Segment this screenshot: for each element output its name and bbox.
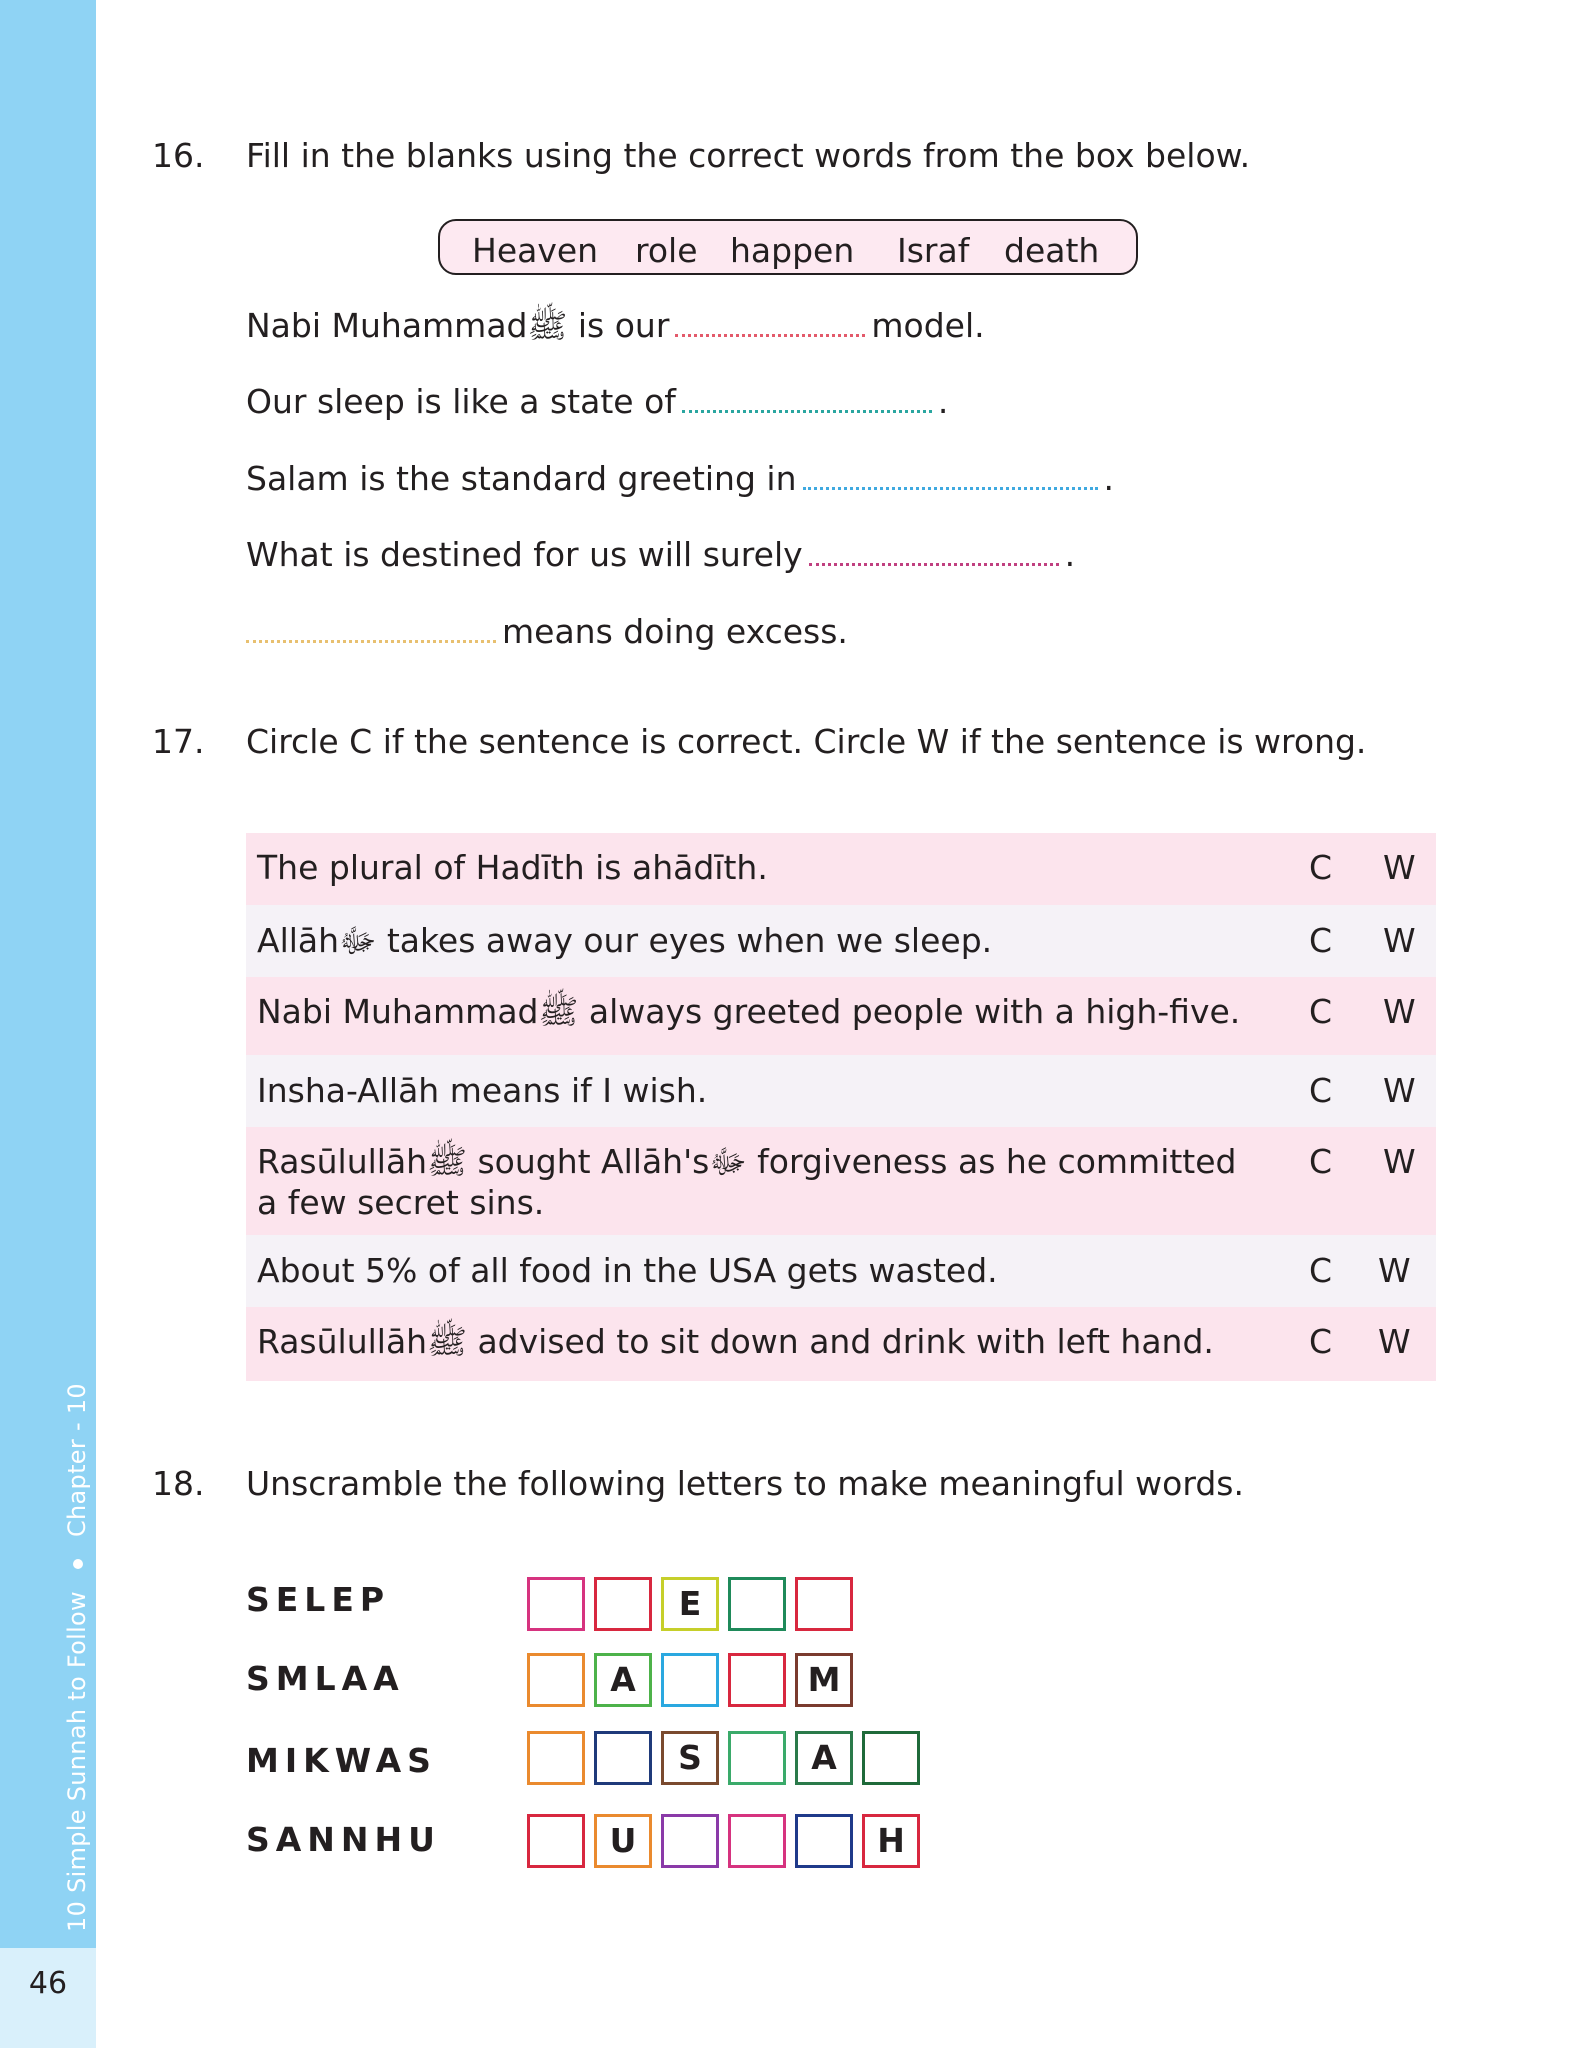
letter-box[interactable] (728, 1577, 786, 1631)
letter-box[interactable]: A (594, 1653, 652, 1707)
q18-instruction: Unscramble the following letters to make meaningful words. (246, 1464, 1244, 1503)
choice-c[interactable]: C (1309, 848, 1333, 887)
blank-line[interactable] (803, 483, 1098, 490)
sentence-before: Salam is the standard greeting in (246, 459, 797, 498)
letter-box[interactable] (527, 1731, 585, 1785)
choice-w[interactable]: W (1383, 848, 1416, 887)
book-title: 10 Simple Sunnah to Follow (63, 1591, 91, 1932)
sidebar-label (63, 1383, 91, 1932)
letter-box[interactable] (661, 1653, 719, 1707)
page-number: 46 (28, 1966, 68, 2001)
table-row (246, 1235, 1436, 1307)
row-statement: Rasūlullāhﷺ advised to sit down and drink with left hand. (257, 1322, 1214, 1361)
letter-box[interactable]: U (594, 1814, 652, 1868)
letter-box[interactable] (594, 1731, 652, 1785)
choice-c[interactable]: C (1309, 992, 1333, 1031)
row-statement: Nabi Muhammadﷺ always greeted people with a high-five. (257, 992, 1241, 1031)
row-statement: Allāhﷻ takes away our eyes when we sleep. (257, 921, 993, 960)
table-row (246, 977, 1436, 1055)
q16-instruction: Fill in the blanks using the correct words from the box below. (246, 136, 1251, 175)
letter-box[interactable] (661, 1814, 719, 1868)
word-bank-item: Israf (897, 231, 970, 270)
sentence-before: What is destined for us will surely (246, 535, 803, 574)
fill-sentence (246, 612, 848, 651)
choice-w[interactable]: W (1383, 1071, 1416, 1110)
fill-sentence (246, 535, 1075, 574)
sentence-before: Our sleep is like a state of (246, 382, 676, 421)
row-statement: Insha-Allāh means if I wish. (257, 1071, 708, 1110)
letter-box[interactable] (795, 1814, 853, 1868)
letter-box[interactable] (728, 1814, 786, 1868)
scrambled-word: SANNHU (246, 1820, 441, 1859)
sentence-after: . (1103, 459, 1114, 498)
choice-w[interactable]: W (1383, 1142, 1416, 1181)
word-bank (438, 219, 1138, 275)
table-row (246, 1127, 1436, 1235)
letter-box[interactable] (728, 1731, 786, 1785)
q17-number: 17. (152, 722, 205, 761)
row-statement: The plural of Hadīth is ahādīth. (257, 848, 768, 887)
word-bank-item: Heaven (472, 231, 599, 270)
q17-instruction: Circle C if the sentence is correct. Circle W if the sentence is wrong. (246, 722, 1367, 761)
blank-line[interactable] (675, 330, 865, 337)
fill-sentence (246, 306, 985, 354)
letter-box[interactable] (728, 1653, 786, 1707)
word-bank-item: role (635, 231, 698, 270)
letter-box[interactable]: M (795, 1653, 853, 1707)
blank-line[interactable] (682, 406, 932, 413)
choice-w[interactable]: W (1378, 1322, 1411, 1361)
chapter-label: Chapter - 10 (63, 1383, 91, 1538)
table-row (246, 833, 1436, 905)
word-bank-item: death (1004, 231, 1100, 270)
sentence-after: . (1064, 535, 1076, 574)
letter-box[interactable]: A (795, 1731, 853, 1785)
word-bank-item: happen (730, 231, 855, 270)
row-statement: About 5% of all food in the USA gets wasted. (257, 1251, 998, 1290)
table-row (246, 1307, 1436, 1381)
scrambled-word: SELEP (246, 1580, 391, 1619)
row-statement-line2: a few secret sins. (257, 1183, 545, 1222)
letter-box[interactable] (527, 1653, 585, 1707)
choice-c[interactable]: C (1309, 1142, 1333, 1181)
sentence-after: model. (871, 306, 985, 345)
table-row (246, 1055, 1436, 1127)
letter-box[interactable]: E (661, 1577, 719, 1631)
choice-c[interactable]: C (1309, 1251, 1333, 1290)
sidebar (0, 0, 96, 1948)
choice-w[interactable]: W (1378, 1251, 1411, 1290)
sentence-after: . (937, 382, 949, 421)
blank-line[interactable] (809, 559, 1059, 566)
letter-box[interactable]: S (661, 1731, 719, 1785)
scrambled-word: SMLAA (246, 1659, 405, 1698)
q18-number: 18. (152, 1464, 205, 1503)
row-statement: Rasūlullāhﷺ sought Allāh'sﷻ forgiveness as he committed (257, 1142, 1237, 1181)
choice-w[interactable]: W (1383, 992, 1416, 1031)
blank-line[interactable] (246, 636, 496, 643)
letter-box[interactable] (862, 1731, 920, 1785)
letter-box[interactable] (527, 1577, 585, 1631)
choice-c[interactable]: C (1309, 921, 1333, 960)
fill-sentence (246, 459, 1114, 498)
letter-box[interactable] (795, 1577, 853, 1631)
scrambled-word: MIKWAS (246, 1741, 437, 1780)
choice-c[interactable]: C (1309, 1322, 1333, 1361)
sentence-before: Nabi Muhammadﷺ is our (246, 306, 670, 345)
letter-box[interactable]: H (862, 1814, 920, 1868)
bullet-dot (73, 1559, 83, 1569)
table-row (246, 905, 1436, 977)
q16-number: 16. (152, 136, 205, 175)
letter-box[interactable] (594, 1577, 652, 1631)
choice-c[interactable]: C (1309, 1071, 1333, 1110)
choice-w[interactable]: W (1383, 921, 1416, 960)
fill-sentence (246, 382, 948, 421)
letter-box[interactable] (527, 1814, 585, 1868)
sentence-after: means doing excess. (502, 612, 848, 651)
